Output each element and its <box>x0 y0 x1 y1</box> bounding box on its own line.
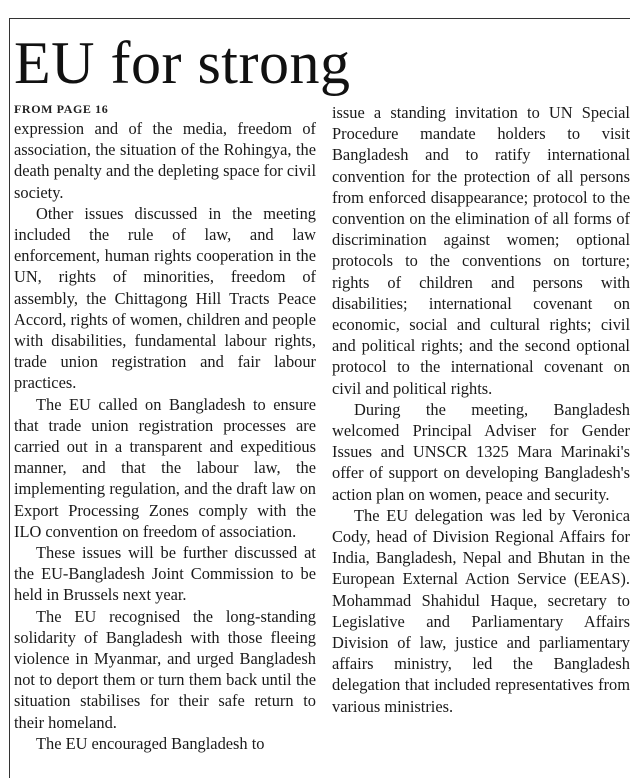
jump-line: FROM PAGE 16 <box>14 102 109 116</box>
paragraph: The EU delegation was led by Veronica Cody, head of Division Regional Affairs for India, Bangladesh, Nepal and Bhutan in the European External Action Service (EEAS). Mohammad Shahidul Haque, secretary to Legislative and Parliamentary Affairs Division of law, justice and parliamentary affairs ministry, led the Bangladesh delegation that included representatives from various ministries. <box>332 505 630 716</box>
paragraph: The EU recognised the long-standing solidarity of Bangladesh with those fleeing violence in Myanmar, and urged Bangladesh not to deport them or turn them back until the situation stabilises for their safe return to their homeland. <box>14 606 316 732</box>
right-column <box>332 102 630 717</box>
left-rule <box>9 18 10 778</box>
paragraph: These issues will be further discussed at the EU-Bangladesh Joint Commission to be held in Brussels next year. <box>14 543 316 605</box>
top-rule <box>10 18 630 19</box>
paragraph: The EU encouraged Bangladesh to <box>36 733 265 753</box>
paragraph: issue a standing invitation to UN Special Procedure mandate holders to visit Bangladesh and to ratify international convention for the protection of all persons from enforced disappearance; protocol to the convention on the elimination of all forms of discrimination against women; optional protocols to the conventions on torture; rights of children and persons with disabilities; international covenant on economic, social and cultural rights; civil and political rights; and the second optional protocol to the international covenant on civil and political rights. <box>332 103 630 398</box>
left-column <box>14 101 316 754</box>
headline: EU for strong <box>14 30 351 96</box>
paragraph: Other issues discussed in the meeting included the rule of law, and law enforcement, human rights cooperation in the UN, rights of minorities, freedom of assembly, the Chittagong Hill Tracts Peace Accord, rights of women, children and people with disabilities, fundamental labour rights, trade union registration and fair labour practices. <box>14 203 316 393</box>
paragraph: The EU called on Bangladesh to ensure that trade union registration processes are carried out in a transparent and expeditious manner, and that the labour law, the implementing regulation, and the draft law on Export Processing Zones comply with the ILO convention on freedom of association. <box>14 394 316 541</box>
paragraph: During the meeting, Bangladesh welcomed Principal Adviser for Gender Issues and UNSCR 1325 Mara Marinaki's offer of support on developing Bangladesh's action plan on women, peace and security. <box>332 399 630 504</box>
paragraph: expression and of the media, freedom of association, the situation of the Rohingya, the death penalty and the depleting space for civil society. <box>14 119 316 202</box>
